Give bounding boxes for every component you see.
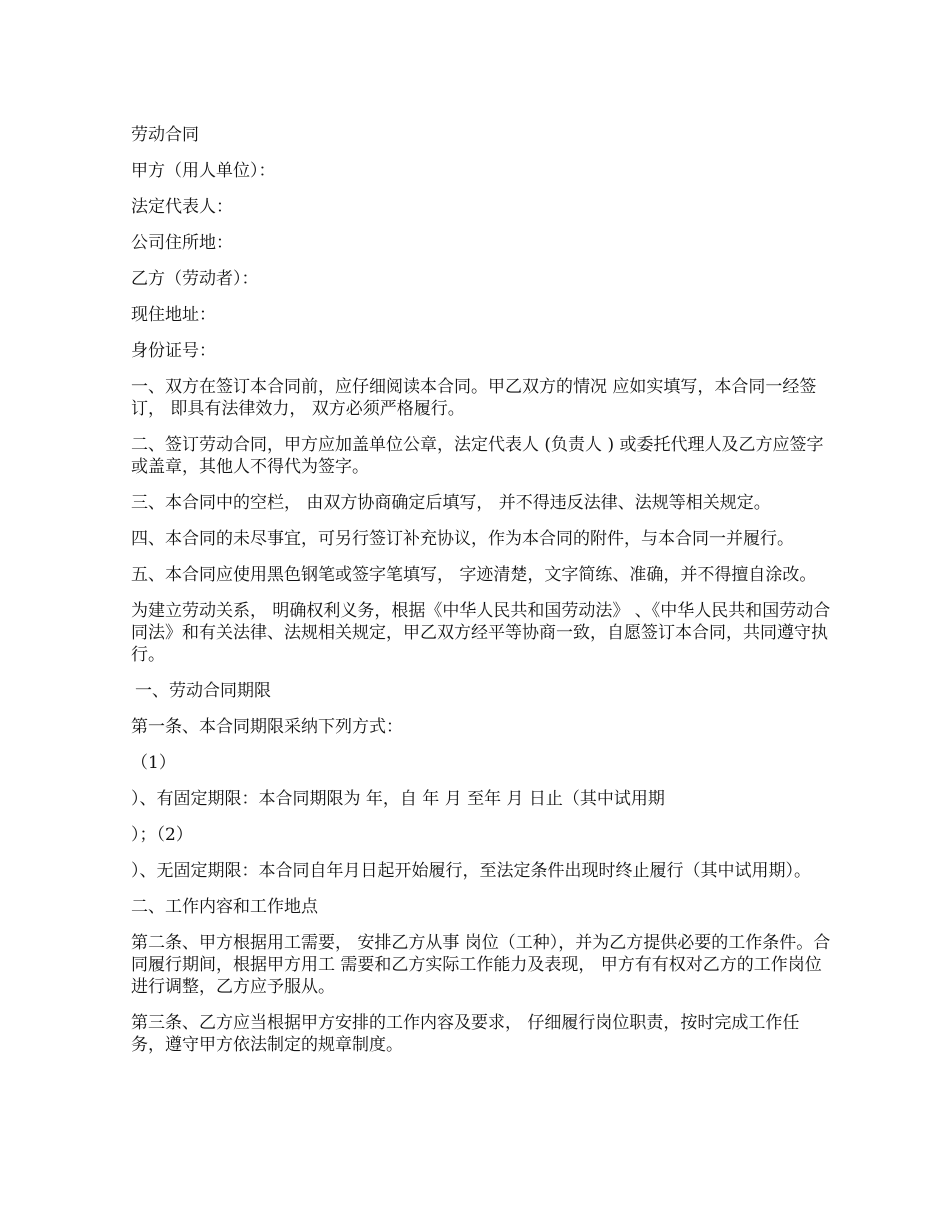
item-2-text: ）、无固定期限：本合同自年月日起开始履行，至法定条件出现时终止履行（其中试用期）。 bbox=[131, 861, 811, 881]
document-title: 劳动合同 bbox=[131, 125, 199, 145]
document-body bbox=[113, 124, 833, 1070]
note-5: 五、本合同应使用黑色钢笔或签字笔填写， 字迹清楚，文字简练、准确，并不得擅自涂改。 bbox=[131, 565, 817, 585]
article-2: 第二条、甲方根据用工需要， 安排乙方从事 岗位（工种），并为乙方提供必要的工作条件。合同履行期间，根据甲方用工 需要和乙方实际工作能力及表现， 甲方有有权对乙方的工作岗位进行调整，乙方应予服从。 bbox=[131, 933, 831, 997]
field-employer: 甲方（用人单位）： bbox=[131, 161, 276, 181]
item-1-open: （1） bbox=[131, 753, 176, 773]
note-3: 三、本合同中的空栏， 由双方协商确定后填写， 并不得违反法律、法规等相关规定。 bbox=[131, 493, 771, 513]
item-2-open: ）；（2） bbox=[131, 825, 193, 845]
field-current-address: 现住地址： bbox=[131, 305, 216, 325]
field-employee: 乙方（劳动者）： bbox=[131, 269, 259, 289]
section-1-title: 一、劳动合同期限 bbox=[135, 681, 271, 701]
note-1: 一、双方在签订本合同前，应仔细阅读本合同。甲乙双方的情况 应如实填写，本合同一经签订， 即具有法律效力， 双方必须严格履行。 bbox=[131, 377, 817, 419]
article-3: 第三条、乙方应当根据甲方安排的工作内容及要求， 仔细履行岗位职责，按时完成工作任务，遵守甲方依法制定的规章制度。 bbox=[131, 1013, 800, 1055]
field-company-address: 公司住所地： bbox=[131, 233, 233, 253]
article-1: 第一条、本合同期限采纳下列方式： bbox=[131, 717, 403, 737]
preamble: 为建立劳动关系， 明确权利义务，根据《中华人民共和国劳动法》 、《中华人民共和国劳动合同法》和有关法律、法规相关规定，甲乙双方经平等协商一致，自愿签订本合同，共同遵守执行。 bbox=[131, 601, 831, 665]
field-legal-representative: 法定代表人： bbox=[131, 197, 233, 217]
note-4: 四、本合同的未尽事宜，可另行签订补充协议，作为本合同的附件，与本合同一并履行。 bbox=[131, 529, 794, 549]
note-2: 二、签订劳动合同，甲方应加盖单位公章，法定代表人 (负责人 ) 或委托代理人及乙方应签字或盖章，其他人不得代为签字。 bbox=[131, 435, 824, 477]
field-id-number: 身份证号： bbox=[131, 341, 216, 361]
item-1-text: ）、有固定期限：本合同期限为 年，自 年 月 至年 月 日止（其中试用期 bbox=[131, 789, 665, 809]
section-2-title: 二、工作内容和工作地点 bbox=[131, 897, 318, 917]
